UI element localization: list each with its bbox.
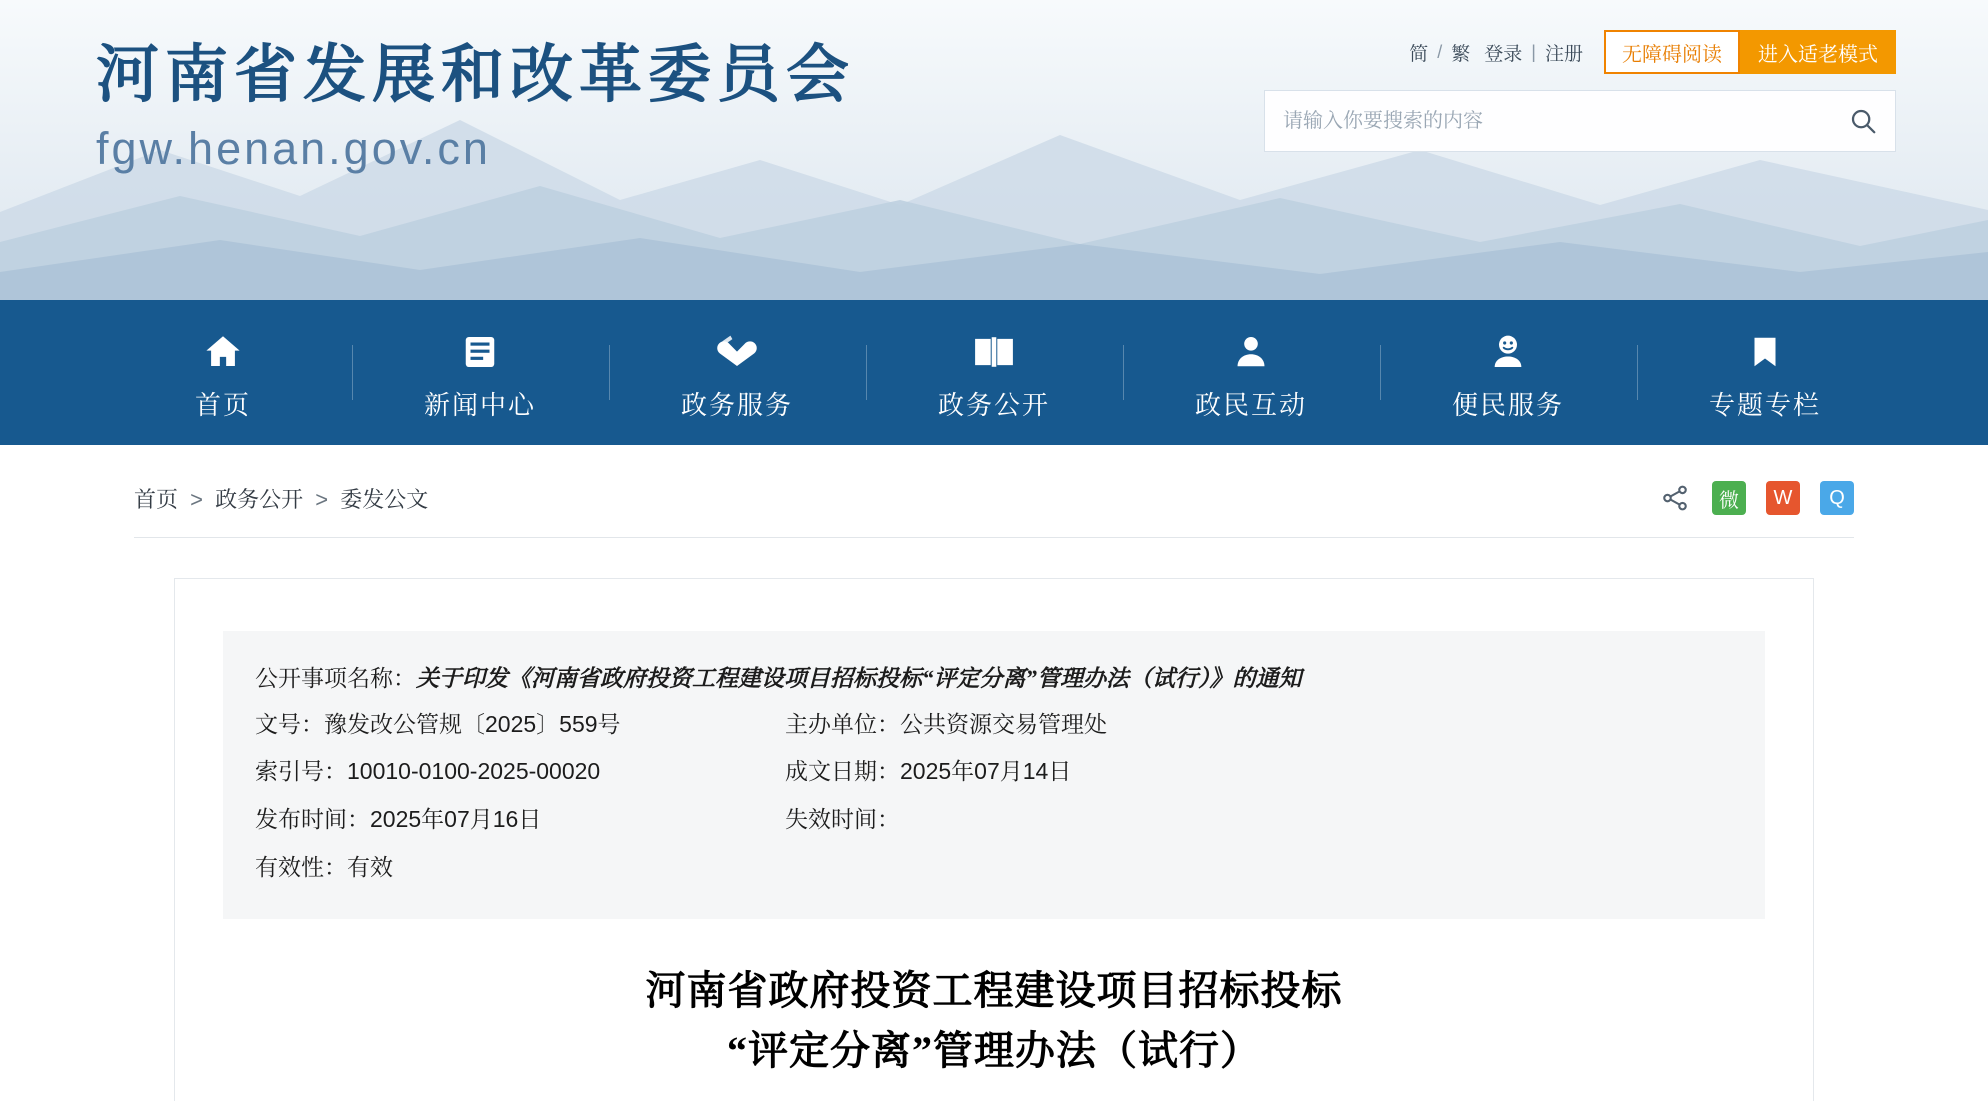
nav-label-government-service: 政务服务 (680, 390, 793, 420)
login-link[interactable]: 登录 (1484, 43, 1523, 65)
nav-item-home[interactable] (95, 323, 352, 422)
breadcrumb-separator-1: > (190, 486, 203, 512)
nav-item-public-interaction[interactable] (1123, 323, 1380, 422)
meta-label-host-unit: 主办单位： (785, 710, 900, 737)
smiley-person-icon (1488, 329, 1528, 375)
nav-item-special-columns[interactable] (1637, 323, 1894, 422)
meta-label-expire-time: 失效时间： (785, 805, 900, 832)
site-logo[interactable] (96, 36, 855, 175)
document-title-line1: 河南省政府投资工程建设项目招标投标 (645, 968, 1343, 1014)
meta-value-writing-date: 2025年07月14日 (900, 758, 1072, 785)
nav-label-government-open: 政务公开 (937, 390, 1050, 420)
nav-item-convenience-service[interactable] (1380, 323, 1637, 422)
meta-label-name: 公开事项名称： (255, 665, 416, 691)
search-bar[interactable] (1264, 90, 1896, 152)
breadcrumb-section (0, 445, 1988, 538)
share-area (1658, 481, 1854, 515)
meta-row-validity (255, 850, 785, 886)
lang-separator: / (1437, 41, 1443, 62)
meta-label-wenhao: 文号： (255, 710, 324, 737)
meta-value-wenhao: 豫发改公管规〔2025〕559号 (324, 710, 621, 737)
meta-value-index: 10010-0100-2025-00020 (347, 758, 601, 785)
nav-item-news[interactable] (352, 323, 609, 422)
person-icon (1232, 329, 1270, 375)
meta-row-empty (785, 850, 1733, 886)
meta-label-index: 索引号： (255, 758, 347, 785)
service-hands-icon (714, 329, 760, 375)
open-book-icon (971, 329, 1017, 375)
share-wechat-button[interactable]: 微 (1712, 481, 1746, 515)
header-utility-area (1264, 30, 1896, 152)
nav-label-news: 新闻中心 (423, 390, 536, 420)
meta-grid (255, 707, 1733, 886)
meta-value-host-unit: 公共资源交易管理处 (900, 710, 1107, 737)
nav-label-home: 首页 (194, 390, 251, 420)
search-input[interactable] (1265, 110, 1831, 133)
meta-value-publish-time: 2025年07月16日 (370, 805, 542, 832)
meta-value-name: 关于印发《河南省政府投资工程建设项目招标投标“评定分离”管理办法（试行）》的通知 (416, 666, 1302, 691)
lang-simplified-link[interactable]: 简 (1409, 43, 1429, 65)
breadcrumb-item-home[interactable]: 首页 (134, 486, 179, 512)
breadcrumb (134, 483, 428, 514)
breadcrumb-item-committee-documents[interactable]: 委发公文 (340, 486, 429, 512)
site-title: 河南省发展和改革委员会 (96, 38, 855, 111)
share-nodes-icon[interactable] (1658, 481, 1692, 515)
document-title-line2: “评定分离”管理办法（试行） (727, 1028, 1261, 1074)
meta-label-validity: 有效性： (255, 853, 347, 880)
article-card (174, 578, 1814, 1101)
meta-row-host-unit (785, 707, 1733, 743)
meta-row-wenhao (255, 707, 785, 743)
breadcrumb-separator-2: > (315, 486, 329, 512)
news-icon (461, 329, 499, 375)
nav-item-government-open[interactable] (866, 323, 1123, 422)
lang-traditional-link[interactable]: 繁 (1451, 43, 1471, 65)
document-title (223, 919, 1765, 1101)
main-navigation (0, 300, 1988, 445)
article-section (0, 538, 1988, 1101)
share-weibo-button[interactable]: W (1766, 481, 1800, 515)
nav-label-convenience-service: 便民服务 (1451, 390, 1564, 420)
elder-mode-button[interactable]: 进入适老模式 (1740, 30, 1896, 74)
search-button[interactable] (1831, 90, 1895, 152)
accessible-reading-button[interactable]: 无障碍阅读 (1604, 30, 1740, 74)
meta-row-name (255, 661, 1733, 697)
breadcrumb-item-government-open[interactable]: 政务公开 (215, 486, 304, 512)
share-qq-button[interactable]: Q (1820, 481, 1854, 515)
meta-row-publish-time (255, 802, 785, 838)
meta-label-writing-date: 成文日期： (785, 758, 900, 785)
site-banner (0, 0, 1988, 300)
meta-label-publish-time: 发布时间： (255, 805, 370, 832)
meta-value-validity: 有效 (347, 853, 393, 880)
nav-label-special-columns: 专题专栏 (1708, 390, 1821, 420)
top-links (1264, 30, 1896, 74)
nav-item-government-service[interactable] (609, 323, 866, 422)
home-icon (202, 329, 244, 375)
bookmark-icon (1747, 329, 1783, 375)
nav-label-public-interaction: 政民互动 (1194, 390, 1307, 420)
site-url: fgw.henan.gov.cn (96, 122, 491, 174)
meta-row-index (255, 754, 785, 790)
register-link[interactable]: 注册 (1544, 43, 1583, 65)
meta-row-writing-date (785, 754, 1733, 790)
meta-row-expire-time (785, 802, 1733, 838)
search-icon (1848, 106, 1878, 136)
document-meta-box (223, 631, 1765, 919)
auth-separator: | (1531, 41, 1536, 62)
